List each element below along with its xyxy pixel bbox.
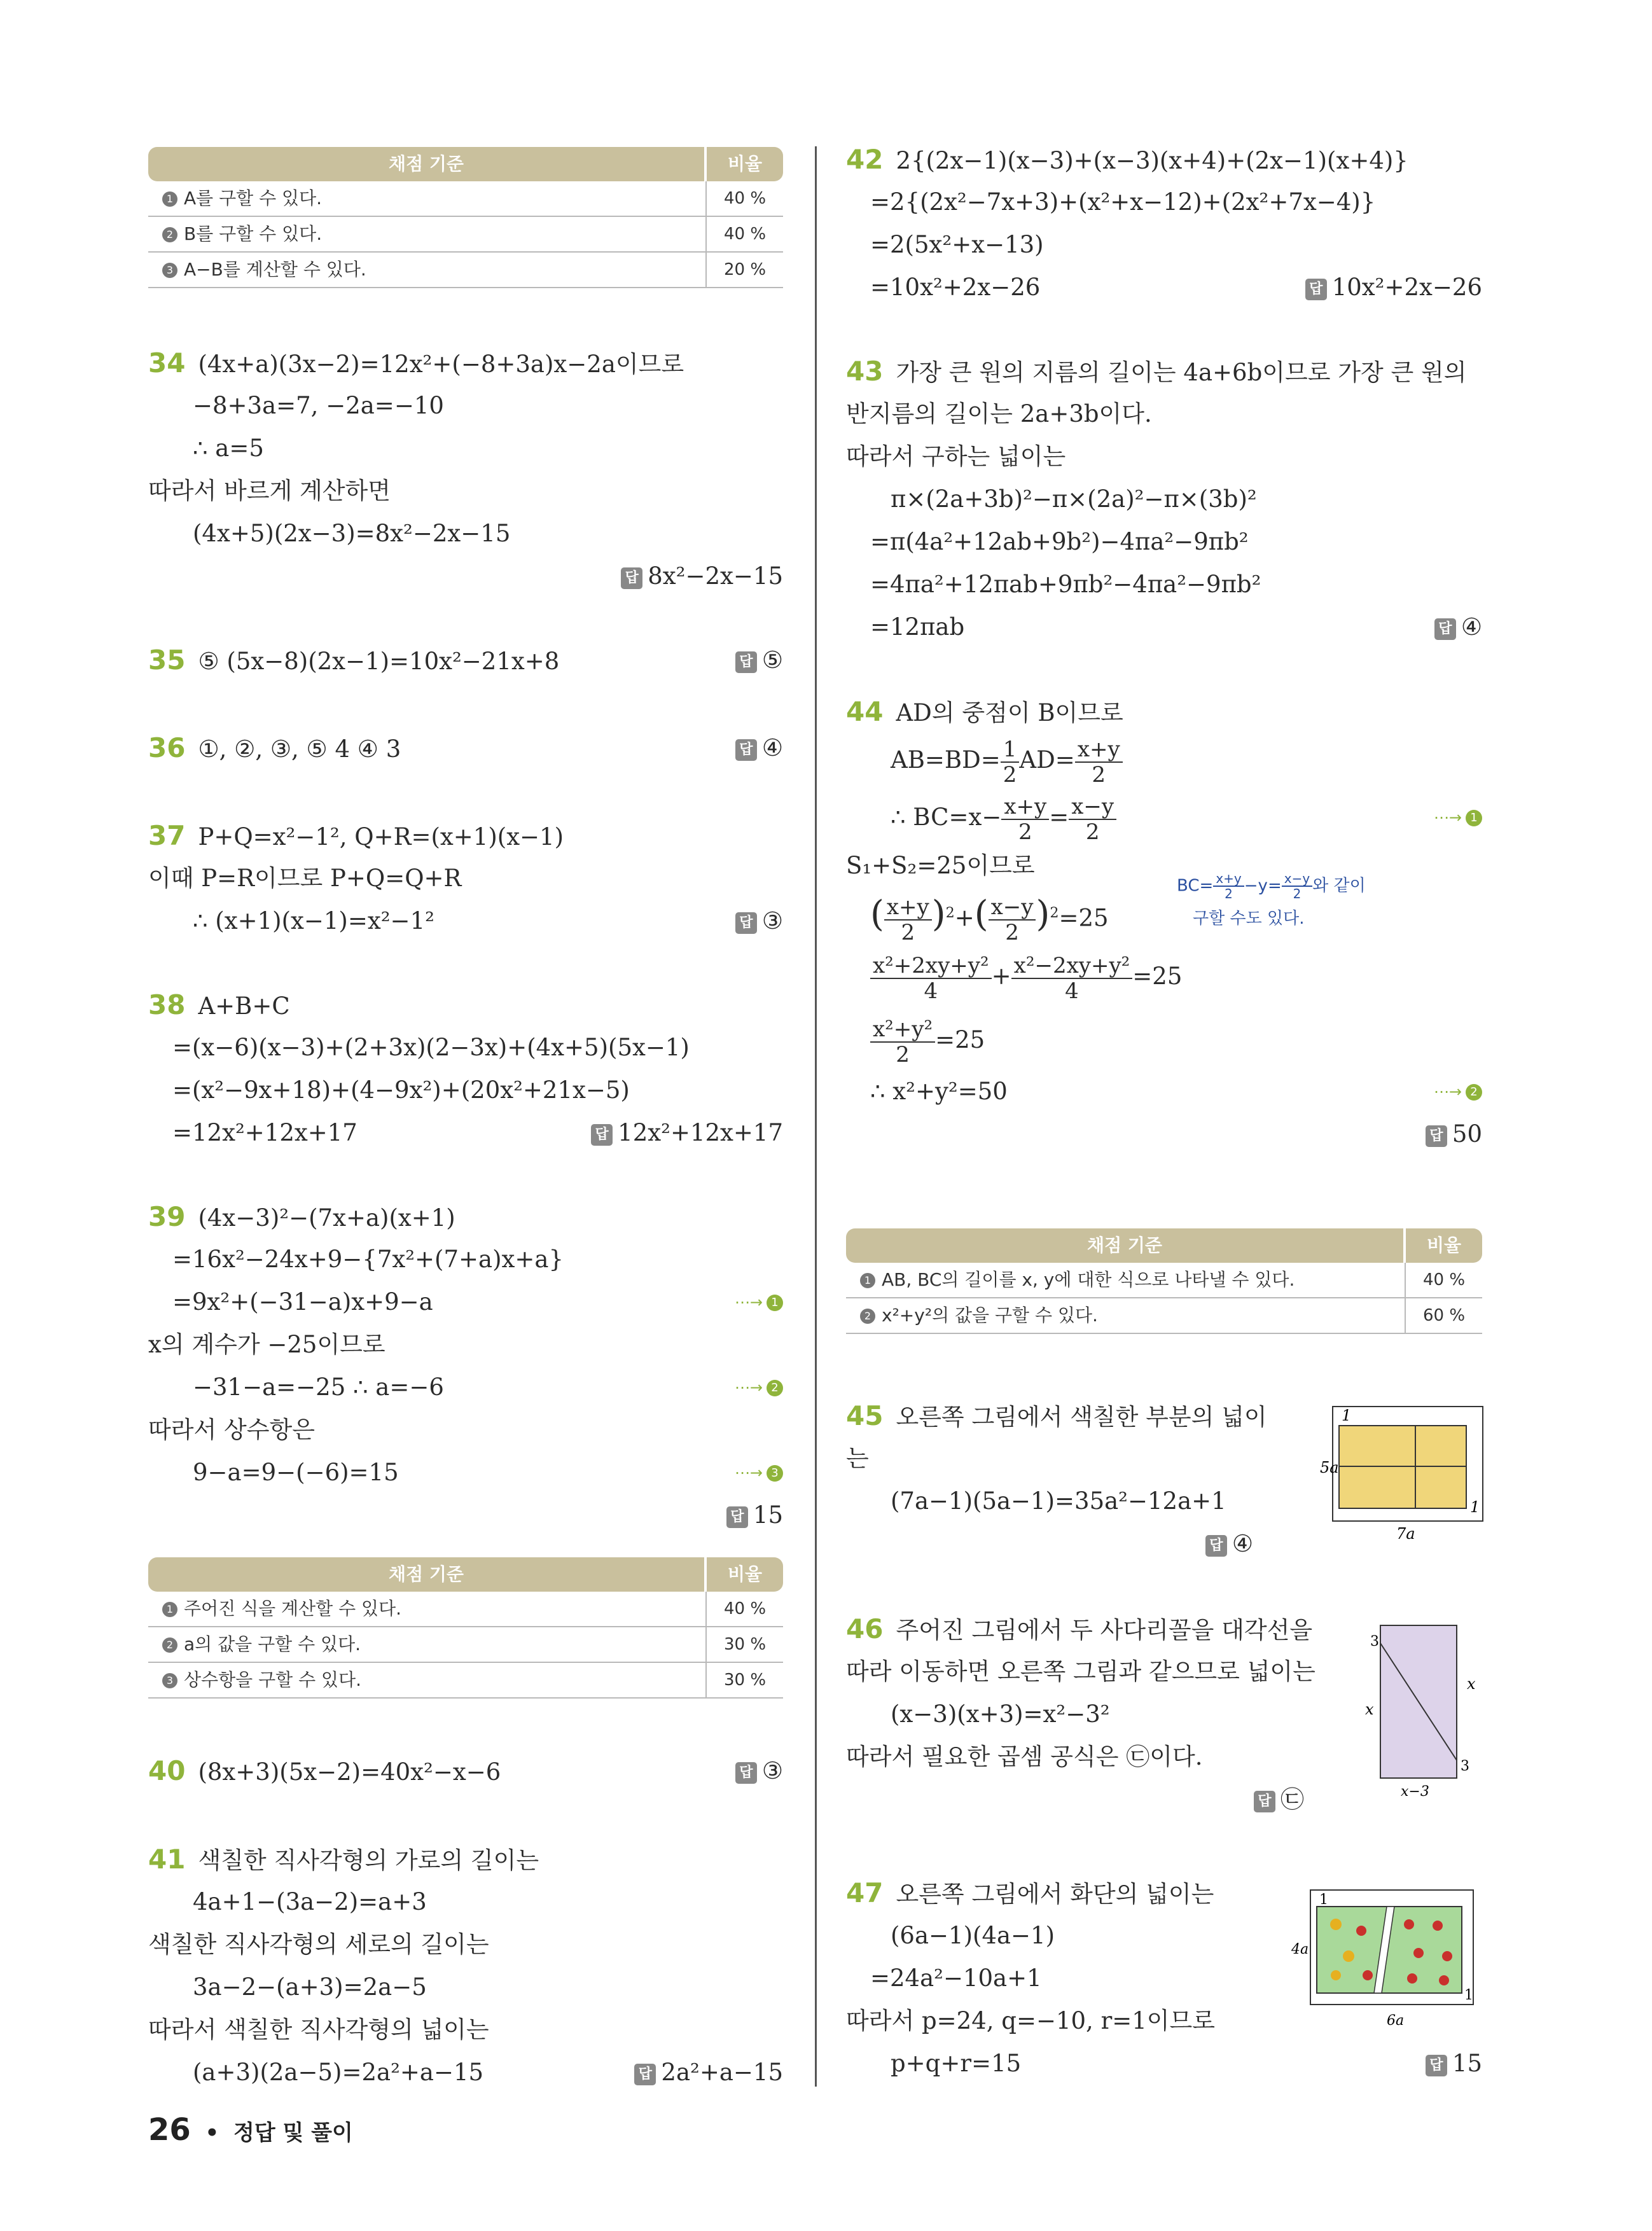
table-row: 1 A를 구할 수 있다. 40 % [148,181,783,217]
problem-number: 39 [148,1201,186,1232]
step-marker: ⋯→ 3 [735,1456,783,1489]
label-top: 1 [1319,1892,1328,1908]
problem-number: 47 [846,1877,884,1908]
answer-icon: 답 [1305,279,1327,300]
bc-line: ∴ BC=x− $\frac{x+y}{2}$ = $\frac{x-y}{2}$ [846,792,1482,844]
answer-icon: 답 [1205,1535,1227,1557]
answer: 답 50 [1426,1118,1482,1151]
answer: 답 ㉢ [1254,1783,1304,1816]
label-bottom: 7a [1396,1525,1415,1543]
table-row: 2 B를 구할 수 있다. 40 % [148,217,783,253]
answer-icon: 답 [735,739,757,761]
simplified-line: $\frac{\text{x²+y²}}{2}$ =25 [846,1015,1482,1067]
problem-number: 34 [148,347,186,379]
answer-icon: 답 [621,567,642,589]
label-x-left: x [1365,1700,1374,1718]
answer: 답 ③ [735,1755,783,1788]
table-header-criterion: 채점 기준 [148,147,704,181]
answer: 답 2a²+a−15 [634,2056,783,2089]
answer: 답 8x²−2x−15 [621,560,783,593]
problem-number: 46 [846,1613,884,1644]
scoring-table-1 [148,147,783,288]
problem-number: 43 [846,356,884,387]
label-bottom: 6a [1387,2013,1405,2029]
problem-number: 36 [148,732,186,763]
answer: 답 12x²+12x+17 [591,1116,783,1150]
footer-label: 정답 및 풀이 [233,2120,353,2146]
footer-bullet: • [205,2120,219,2146]
problem-number: 45 [846,1400,884,1431]
step-marker: ⋯→ 1 [1434,801,1482,834]
table-row: 2 x²+y²의 값을 구할 수 있다. 60 % [846,1298,1482,1334]
answer-icon: 답 [634,2064,656,2085]
problem-number: 41 [148,1844,186,1875]
table-row: 2 a의 값을 구할 수 있다. 30 % [148,1627,783,1663]
label-left: 5a [1320,1459,1339,1477]
answer-icon: 답 [735,912,757,934]
answer-icon: 답 [1426,2055,1447,2076]
expanded-line: $\frac{\text{x²+2xy+y²}}{4}$ + $\frac{\text{x²−2xy+y²}}{4}$ =25 [846,951,1482,1003]
figure-47 [1291,1886,1482,2033]
answer: 답 15 [1426,2047,1482,2080]
answer: 답 10x²+2x−26 [1305,271,1482,304]
answer-icon: 답 [1426,1125,1447,1147]
answer: 답 ④ [735,732,783,765]
table-row: 1 AB, BC의 길이를 x, y에 대한 식으로 나타낼 수 있다. 40 % [846,1263,1482,1298]
label-3-top: 3 [1370,1634,1379,1650]
column-divider [815,146,817,2087]
answer-icon: 답 [591,1124,613,1146]
label-right: 1 [1464,1987,1473,2003]
ab-bd-line: AB=BD= $\frac{1}{2}$ AD= $\frac{x+y}{2}$ [846,735,1482,787]
square-sum-line: ( $\frac{x+y}{2}$ )$^2$+( $\frac{x-y}{2}$ )$^2$=25 [870,893,1109,945]
label-left: 4a [1291,1942,1309,1957]
figure-45 [1320,1403,1485,1543]
page-number: 26 [148,2112,191,2148]
scoring-table-2: 채점 기준 비율 1 주어진 식을 계산할 수 있다. 40 % 2 a의 값을 구할 수 있다. 30 % 3 상수항을 구할 수 있다. 30 % [148,1557,783,1699]
problem-number: 37 [148,820,186,851]
answer: 답 ④ [1205,1527,1253,1560]
answer-icon: 답 [726,1506,748,1528]
table-header-ratio: 비율 [707,147,783,181]
answer: 답 ③ [735,905,783,938]
table-row: 3 A−B를 계산할 수 있다. 20 % [148,253,783,288]
label-x-right: x [1467,1675,1476,1693]
page-footer [148,2112,353,2148]
answer-icon: 답 [735,651,757,673]
label-top: 1 [1342,1407,1352,1424]
answer-icon: 답 [1254,1791,1275,1812]
problem-number: 42 [846,144,884,175]
label-right: 1 [1470,1498,1480,1516]
problem-number: 44 [846,696,884,727]
step-marker: ⋯→ 2 [735,1371,783,1404]
problem-number: 35 [148,644,186,676]
answer-icon: 답 [1434,618,1456,640]
figure-46 [1355,1619,1482,1804]
label-bottom: x−3 [1401,1784,1429,1800]
table-row: 3 상수항을 구할 수 있다. 30 % [148,1663,783,1699]
problem-number: 40 [148,1755,186,1786]
label-3-bottom: 3 [1461,1758,1469,1774]
answer: 답 15 [726,1499,783,1532]
table-row: 1 주어진 식을 계산할 수 있다. 40 % [148,1592,783,1627]
answer-icon: 답 [735,1762,757,1784]
answer: 답 ⑤ [735,644,783,677]
side-note: BC= $\frac{x+y}{2}$ −y= $\frac{x-y}{2}$ 와 같이 [1177,871,1366,901]
scoring-table-3: 채점 기준 비율 1 AB, BC의 길이를 x, y에 대한 식으로 나타낼 수 있다. 40 % 2 x²+y²의 값을 구할 수 있다. 60 % [846,1228,1482,1334]
problem-number: 38 [148,989,186,1020]
step-marker: ⋯→ 1 [735,1286,783,1319]
answer: 답 ④ [1434,611,1482,644]
step-marker: ⋯→ 2 [1434,1075,1482,1108]
